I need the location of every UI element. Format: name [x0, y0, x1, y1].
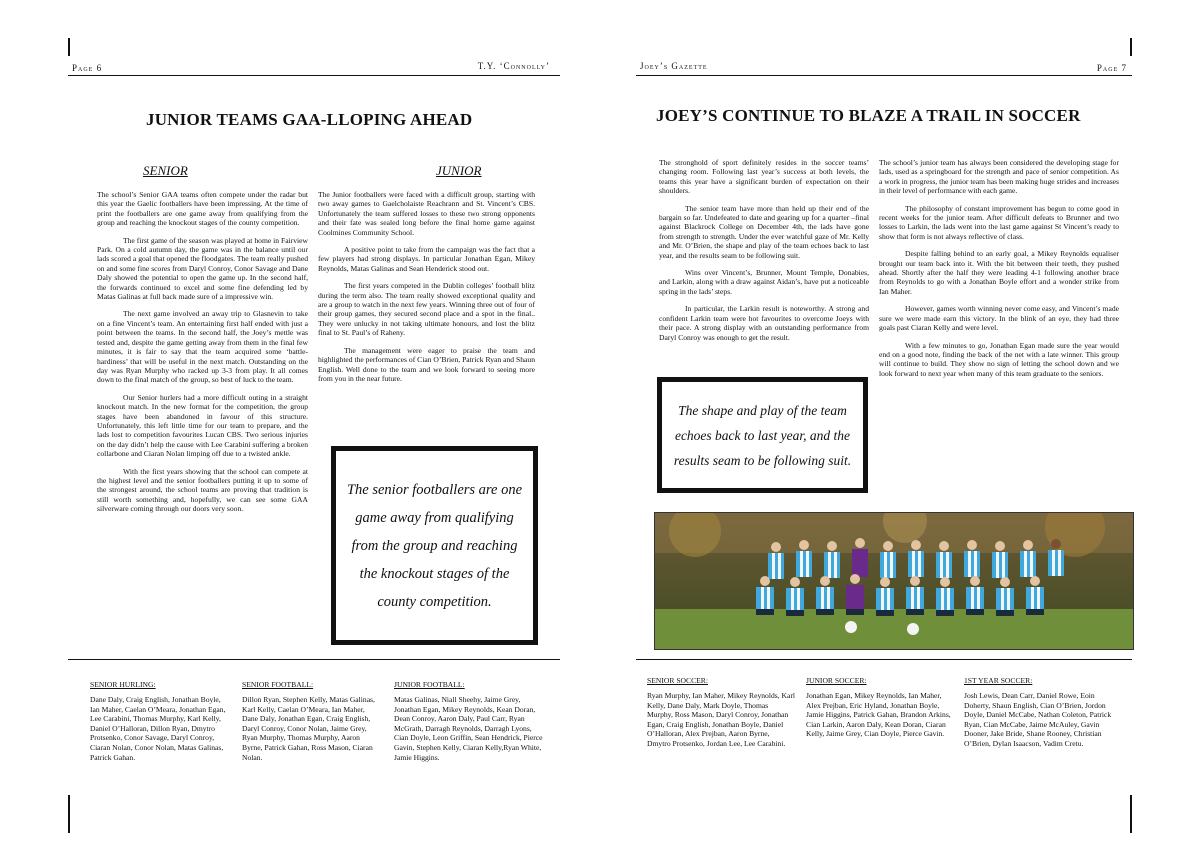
left-page-number: Page 6 — [72, 63, 103, 73]
team-list-heading: SENIOR SOCCER: — [647, 676, 708, 685]
junior-paragraph: The management were eager to praise the team and highlighted the performances of Cian O’Brien, Patrick Ryan and Shaun English. Well done to the team and we look forward to seeing more from you in the near future. — [318, 345, 535, 383]
junior-paragraph: The first years competed in the Dublin colleges’ football blitz during the term also. The team really showed exceptional quality and are a group to watch in the next few years. Winning three out of four of their group games, they secured second place and a spot in the final.. They were unlucky in not taking ultimate honours, and lost the blitz final to St. Paul’s of Raheny. — [318, 281, 535, 338]
right-page-header-rule — [636, 75, 1132, 76]
junior-paragraph: The Junior footballers were faced with a difficult group, starting with two away games to Gaelcholaiste Reachrann and St. Vincent’s CBS. Unfortunately the team suffered losses to these two strong opponents and their fate was sealed long before the final home game against Coolmines Community School. — [318, 190, 535, 237]
soccer-team-photo — [654, 512, 1134, 650]
senior-paragraph: The school’s Senior GAA teams often compete under the radar but this year the Gaelic footballers have been impressing. At the time of print the footballers are one game away from qualifying from the group and reaching the knockout stages of the county competition. — [97, 190, 308, 228]
junior-article-column — [318, 190, 535, 391]
left-pull-quote — [331, 446, 538, 645]
junior-heading: JUNIOR — [436, 163, 482, 178]
right-page-publication: Joey’s Gazette — [640, 61, 708, 71]
team-list-players: Josh Lewis, Dean Carr, Daniel Rowe, Eoin Doherty, Shaun English, Cian O’Brien, Jordon Doyle, Daniel McCabe, Nathan Coleton, Patrick Ryan, Cian McCabe, Jaime McAuley, Gavin Dooner, Jake Bride, Shane Rooney, Christian O’Brien, Dylan Isaacson, Vadim Cretu. — [964, 691, 1112, 748]
senior-article-column — [97, 190, 308, 522]
team-list-senior-hurling — [90, 680, 230, 762]
team-list-senior-soccer — [647, 676, 795, 749]
senior-paragraph: Our Senior hurlers had a more difficult outing in a straight knockout match. In the new format for the competition, the group stages have been abandoned in favour of this structure. Unfortunately, this left little time for our team to prepare, and the lads lost to competition favourites Lucan CBS. Two serious injuries on the day didn’t help the cause with Lee Carabini suffering a broken collarbone and Ciaran Nolan limping off due to a twisted ankle. — [97, 392, 308, 459]
right-pull-quote-text: The shape and play of the team echoes back to last year, and the results seam to be following suit. — [673, 402, 852, 468]
right-page-bottom-rule — [1130, 795, 1132, 833]
left-page-title: JUNIOR TEAMS GAA-LLOPING AHEAD — [146, 110, 473, 129]
soccer-column-right — [879, 158, 1119, 386]
team-list-first-year-soccer — [964, 676, 1114, 749]
left-page-bottom-rule — [68, 795, 70, 833]
team-list-junior-soccer — [806, 676, 954, 739]
left-page-top-rule — [68, 38, 70, 56]
soccer-team-photo-illustration — [655, 513, 1133, 649]
left-page-header-rule — [68, 75, 560, 76]
soccer-paragraph: Despite falling behind to an early goal, a Mikey Reynolds equaliser brought our team back into it. With the bit between their teeth, they pushed ahead. Shortly after the half they were leading 4-1 following another brace from Reynolds to go with a Jonathan Boyle effort and a wonder strike from Ian Maher. — [879, 249, 1119, 296]
team-list-senior-football — [242, 680, 382, 762]
team-list-players: Ryan Murphy, Ian Maher, Mikey Reynolds, Karl Kelly, Dane Daly, Mark Doyle, Thomas Murphy, Ross Mason, Daryl Conroy, Jonathan Egan, Craig English, Jonathan Boyle, Daniel O’Halloran, Alex Prejban, Aaron Byrne, Dmytro Protsenko, Jordan Lee, Lee Carabini. — [647, 691, 796, 748]
soccer-paragraph: The philosophy of constant improvement has begun to come good in recent weeks for the junior team. After difficult defeats to Brunner and two losses to Larkin, the lads went into the last game against St Vincent’s ready to show that form is not always reflective of class. — [879, 203, 1119, 241]
soccer-paragraph: The senior team have more than held up their end of the bargain so far. Undefeated to date and gearing up for a quarter –final against Blackrock College on December 4th, the lads have gone from strength to strength. Under the ever watchful gaze of Mr. Kelly and Mr. O’Brien, the shape and play of the team echoes back to last year, and the results seam to be following suit. — [659, 203, 869, 260]
team-list-heading: 1ST YEAR SOCCER: — [964, 676, 1033, 685]
soccer-paragraph: However, games worth winning never come easy, and Vincent’s made sure we were made earn this victory. In the blink of an eye, they had three goals past Ciaran Kelly and were level. — [879, 304, 1119, 333]
senior-heading: SENIOR — [143, 163, 188, 178]
senior-paragraph: The next game involved an away trip to Glasnevin to take on a fine Vincent’s team. An entertaining first half ended with just a point between the teams. In the second half, the Joey’s mettle was tested and, despite the game getting away from them in the final few minutes, it is fair to say that the team acquired some ‘battle-hardiness’ that will be useful in the next match. Outstanding on the day was Ryan Murphy who racked up 3-3 from play. It all comes down to the final match of the group, so best of luck to the team. — [97, 309, 308, 385]
team-list-players: Dillon Ryan, Stephen Kelly, Matas Galinas, Karl Kelly, Caelan O’Meara, Ian Maher, Dane Daly, Jonathan Egan, Craig English, Daryl Conroy, Conor Nolan, Jaime Grey, Ryan Murphy, Thomas Murphy, Aaron Byrne, Patrick Gahan, Ross Mason, Ciaran Nolan. — [242, 695, 375, 762]
senior-paragraph: With the first years showing that the school can compete at the highest level and the senior footballers putting it up to some of the strongest around, the school teams are proving that tradition is still worth something and, hopefully, we can see some GAA silverware coming through our doors very soon. — [97, 466, 308, 514]
soccer-column-left — [659, 158, 869, 350]
soccer-paragraph: The school’s junior team has always been considered the developing stage for lads, used as a springboard for the strength and pace of senior competition. As a work in progress, the junior team has been making huge strides and increases in their level of performance with each game. — [879, 158, 1119, 196]
right-page-footer-rule — [636, 659, 1132, 660]
soccer-paragraph: With a few minutes to go, Jonathan Egan made sure the year would end on a good note, finding the back of the net with a late winner. This group will continue to build. They show no sign of letting the school down and we look forward to next year when many of this team graduate to the seniors. — [879, 340, 1119, 378]
team-list-players: Matas Galinas, Niall Sheehy, Jaime Grey, Jonathan Egan, Mikey Reynolds, Kean Doran, Dean Conroy, Aaron Daly, Paul Carr, Ryan McGrath, Darragh Reynolds, Darragh Lyons, Cian Doyle, Leon Griffin, Sean Hendrick, Pierce Gavin, Stephen Kelly, Ciaran Kelly,Ryan White, Jamie Higgins. — [394, 695, 543, 762]
right-page-top-rule — [1130, 38, 1132, 56]
team-list-heading: JUNIOR FOOTBALL: — [394, 680, 465, 689]
senior-paragraph: The first game of the season was played at home in Fairview Park. On a cold autumn day, the game was in the balance until our lads scored a goal that opened the floodgates. The team really pushed on and some fine scores from Daryl Conroy, Conor Savage and Dane Daly showed the potential to open the game up. In the second half, the forwards continued to excel and some fine defending led by Matas Galinas at full back made sure of a impressive win. — [97, 235, 308, 302]
soccer-paragraph: Wins over Vincent’s, Brunner, Mount Temple, Donabies, and Larkin, along with a draw against Aidan’s, have put a noticeable spring in the lads’ steps. — [659, 268, 869, 296]
soccer-paragraph: The stronghold of sport definitely resides in the soccer teams’ changing room. Following last year’s success at both levels, the teams this year have a significant burden of expectation on their shoulders. — [659, 158, 869, 196]
team-list-heading: SENIOR FOOTBALL: — [242, 680, 314, 689]
junior-paragraph: A positive point to take from the campaign was the fact that a few players had strong displays. In particular Jonathan Egan, Mikey Reynolds, Matas Galinas and Sean Henderick stood out. — [318, 245, 535, 273]
team-list-heading: JUNIOR SOCCER: — [806, 676, 867, 685]
soccer-paragraph: In particular, the Larkin result is noteworthy. A strong and confident Larkin team were hot favourites to overcome Joeys with their pace. A strong display with an outstanding performance from Daryl Conroy was enough to get the result. — [659, 304, 869, 342]
left-page-publication: T.Y. ‘Connolly’ — [477, 61, 550, 71]
team-list-junior-football — [394, 680, 544, 762]
left-pull-quote-text: The senior footballers are one game away from qualifying from the group and reaching the knockout stages of the county competition. — [346, 481, 523, 610]
left-page-footer-rule — [68, 659, 560, 660]
team-list-players: Dane Daly, Craig English, Jonathan Boyle, Ian Maher, Caelan O’Meara, Jonathan Egan, Lee Carabini, Thomas Murphy, Karl Kelly, Daniel O’Halloran, Dillon Ryan, Dmytro Protsenko, Conor Savage, Daryl Conroy, Ciaran Nolan, Conor Nolan, Matas Galinas, Patrick Gahan. — [90, 695, 226, 762]
team-list-heading: SENIOR HURLING: — [90, 680, 156, 689]
right-pull-quote — [657, 377, 868, 493]
team-list-players: Jonathan Egan, Mikey Reynolds, Ian Maher, Alex Prejban, Eric Hyland, Jonathan Boyle, Jamie Higgins, Patrick Gahan, Brandon Arkins, Cian Larkin, Aaron Daly, Kean Doran, Ciaran Kelly, Jaime Grey, Cian Doyle, Pierce Gavin. — [806, 691, 951, 739]
right-page-number: Page 7 — [1096, 63, 1127, 73]
right-page-title: JOEY’S CONTINUE TO BLAZE A TRAIL IN SOCCER — [656, 106, 1081, 125]
